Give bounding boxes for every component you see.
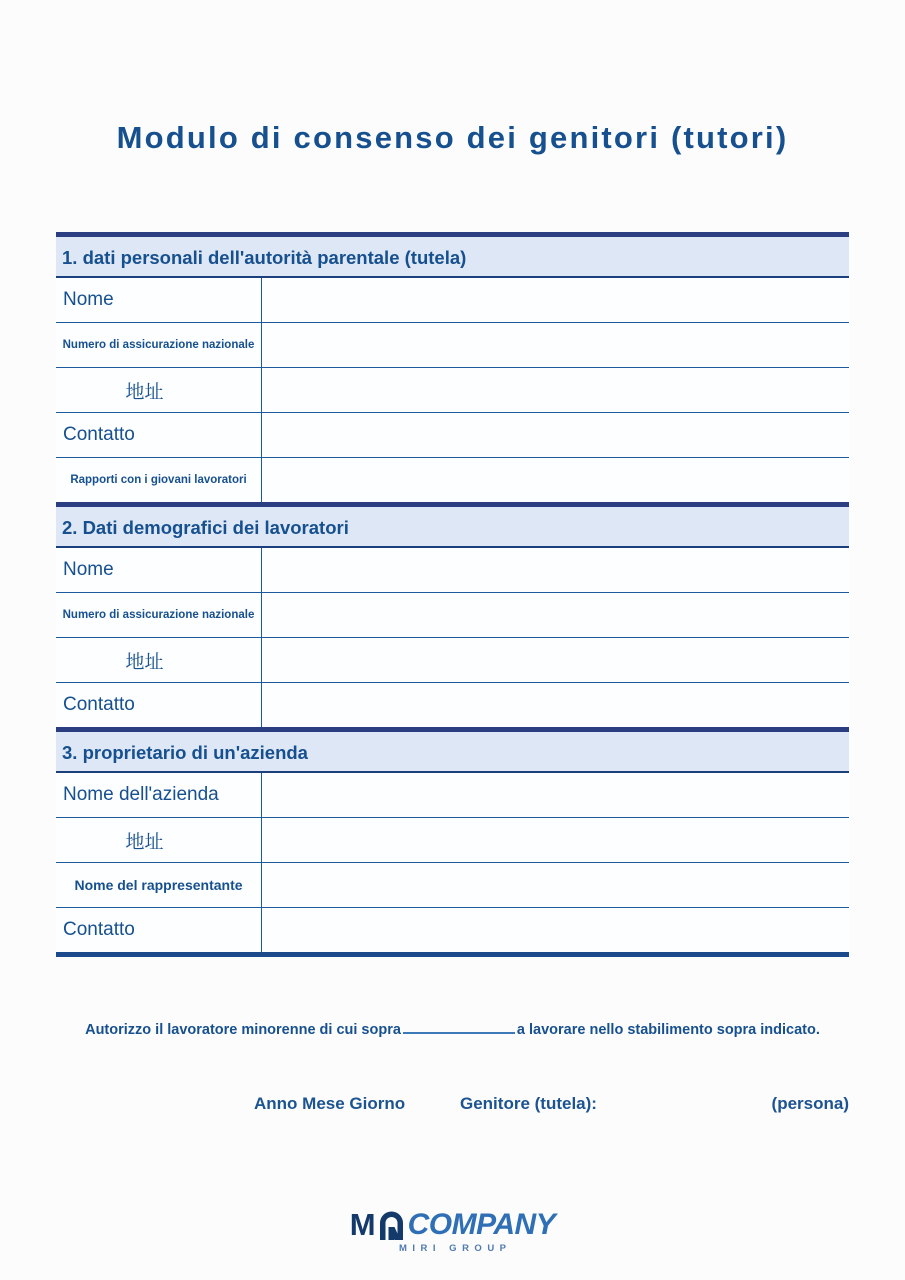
table-row	[56, 908, 849, 952]
row-label: Nome	[56, 548, 262, 592]
table-row	[56, 368, 849, 413]
company-logo	[350, 1206, 555, 1240]
table-row	[56, 638, 849, 683]
logo-arch-icon	[376, 1209, 407, 1240]
table-bottom-rule	[56, 952, 849, 957]
table-row	[56, 323, 849, 368]
row-input[interactable]	[262, 863, 849, 907]
row-label: Contatto	[56, 413, 262, 457]
consent-form-table	[56, 232, 849, 957]
table-row	[56, 683, 849, 727]
row-label: Rapporti con i giovani lavoratori	[56, 458, 262, 502]
consent-text-before: Autorizzo il lavoratore minorenne di cui sopra	[85, 1022, 401, 1038]
row-input[interactable]	[262, 278, 849, 322]
row-input[interactable]	[262, 773, 849, 817]
row-input[interactable]	[262, 818, 849, 862]
row-label: Nome dell'azienda	[56, 773, 262, 817]
row-input[interactable]	[262, 638, 849, 682]
consent-blank-field[interactable]	[403, 1018, 515, 1034]
table-row	[56, 773, 849, 818]
table-row	[56, 818, 849, 863]
logo-subtitle: MIRI GROUP	[398, 1243, 512, 1254]
row-input[interactable]	[262, 323, 849, 367]
signature-row	[56, 1094, 849, 1122]
row-label: Contatto	[56, 908, 262, 952]
consent-text-after: a lavorare nello stabilimento sopra indicato.	[516, 1022, 820, 1038]
table-row	[56, 278, 849, 323]
section-rows-3	[56, 773, 849, 952]
row-input[interactable]	[262, 368, 849, 412]
logo-company-text: COMPANY	[407, 1208, 556, 1241]
row-label: Numero di assicurazione nazionale	[56, 593, 262, 637]
page-title: Modulo di consenso dei genitori (tutori)	[116, 120, 789, 155]
section-header-2: 2. Dati demografici dei lavoratori	[56, 507, 849, 548]
consent-statement	[56, 1018, 849, 1038]
table-row	[56, 863, 849, 908]
row-input[interactable]	[262, 548, 849, 592]
table-row	[56, 593, 849, 638]
table-row	[56, 413, 849, 458]
table-row	[56, 548, 849, 593]
row-input[interactable]	[262, 683, 849, 727]
table-row	[56, 458, 849, 502]
row-input[interactable]	[262, 458, 849, 502]
row-input[interactable]	[262, 908, 849, 952]
row-label: 地址	[56, 818, 262, 862]
row-label: 地址	[56, 368, 262, 412]
row-input[interactable]	[262, 413, 849, 457]
row-label: 地址	[56, 638, 262, 682]
row-input[interactable]	[262, 593, 849, 637]
section-rows-1	[56, 278, 849, 502]
section-rows-2	[56, 548, 849, 727]
logo-letter-m: M	[349, 1207, 375, 1242]
signature-date-label: Anno Mese Giorno	[254, 1094, 406, 1113]
section-header-1: 1. dati personali dell'autorità parentale (tutela)	[56, 237, 849, 278]
row-label: Numero di assicurazione nazionale	[56, 323, 262, 367]
signature-person-label: (persona)	[771, 1094, 849, 1113]
row-label: Contatto	[56, 683, 262, 727]
signature-parent-label: Genitore (tutela):	[460, 1094, 597, 1113]
section-header-3: 3. proprietario di un'azienda	[56, 732, 849, 773]
row-label: Nome del rappresentante	[56, 863, 262, 907]
row-label: Nome	[56, 278, 262, 322]
footer	[0, 1206, 905, 1254]
